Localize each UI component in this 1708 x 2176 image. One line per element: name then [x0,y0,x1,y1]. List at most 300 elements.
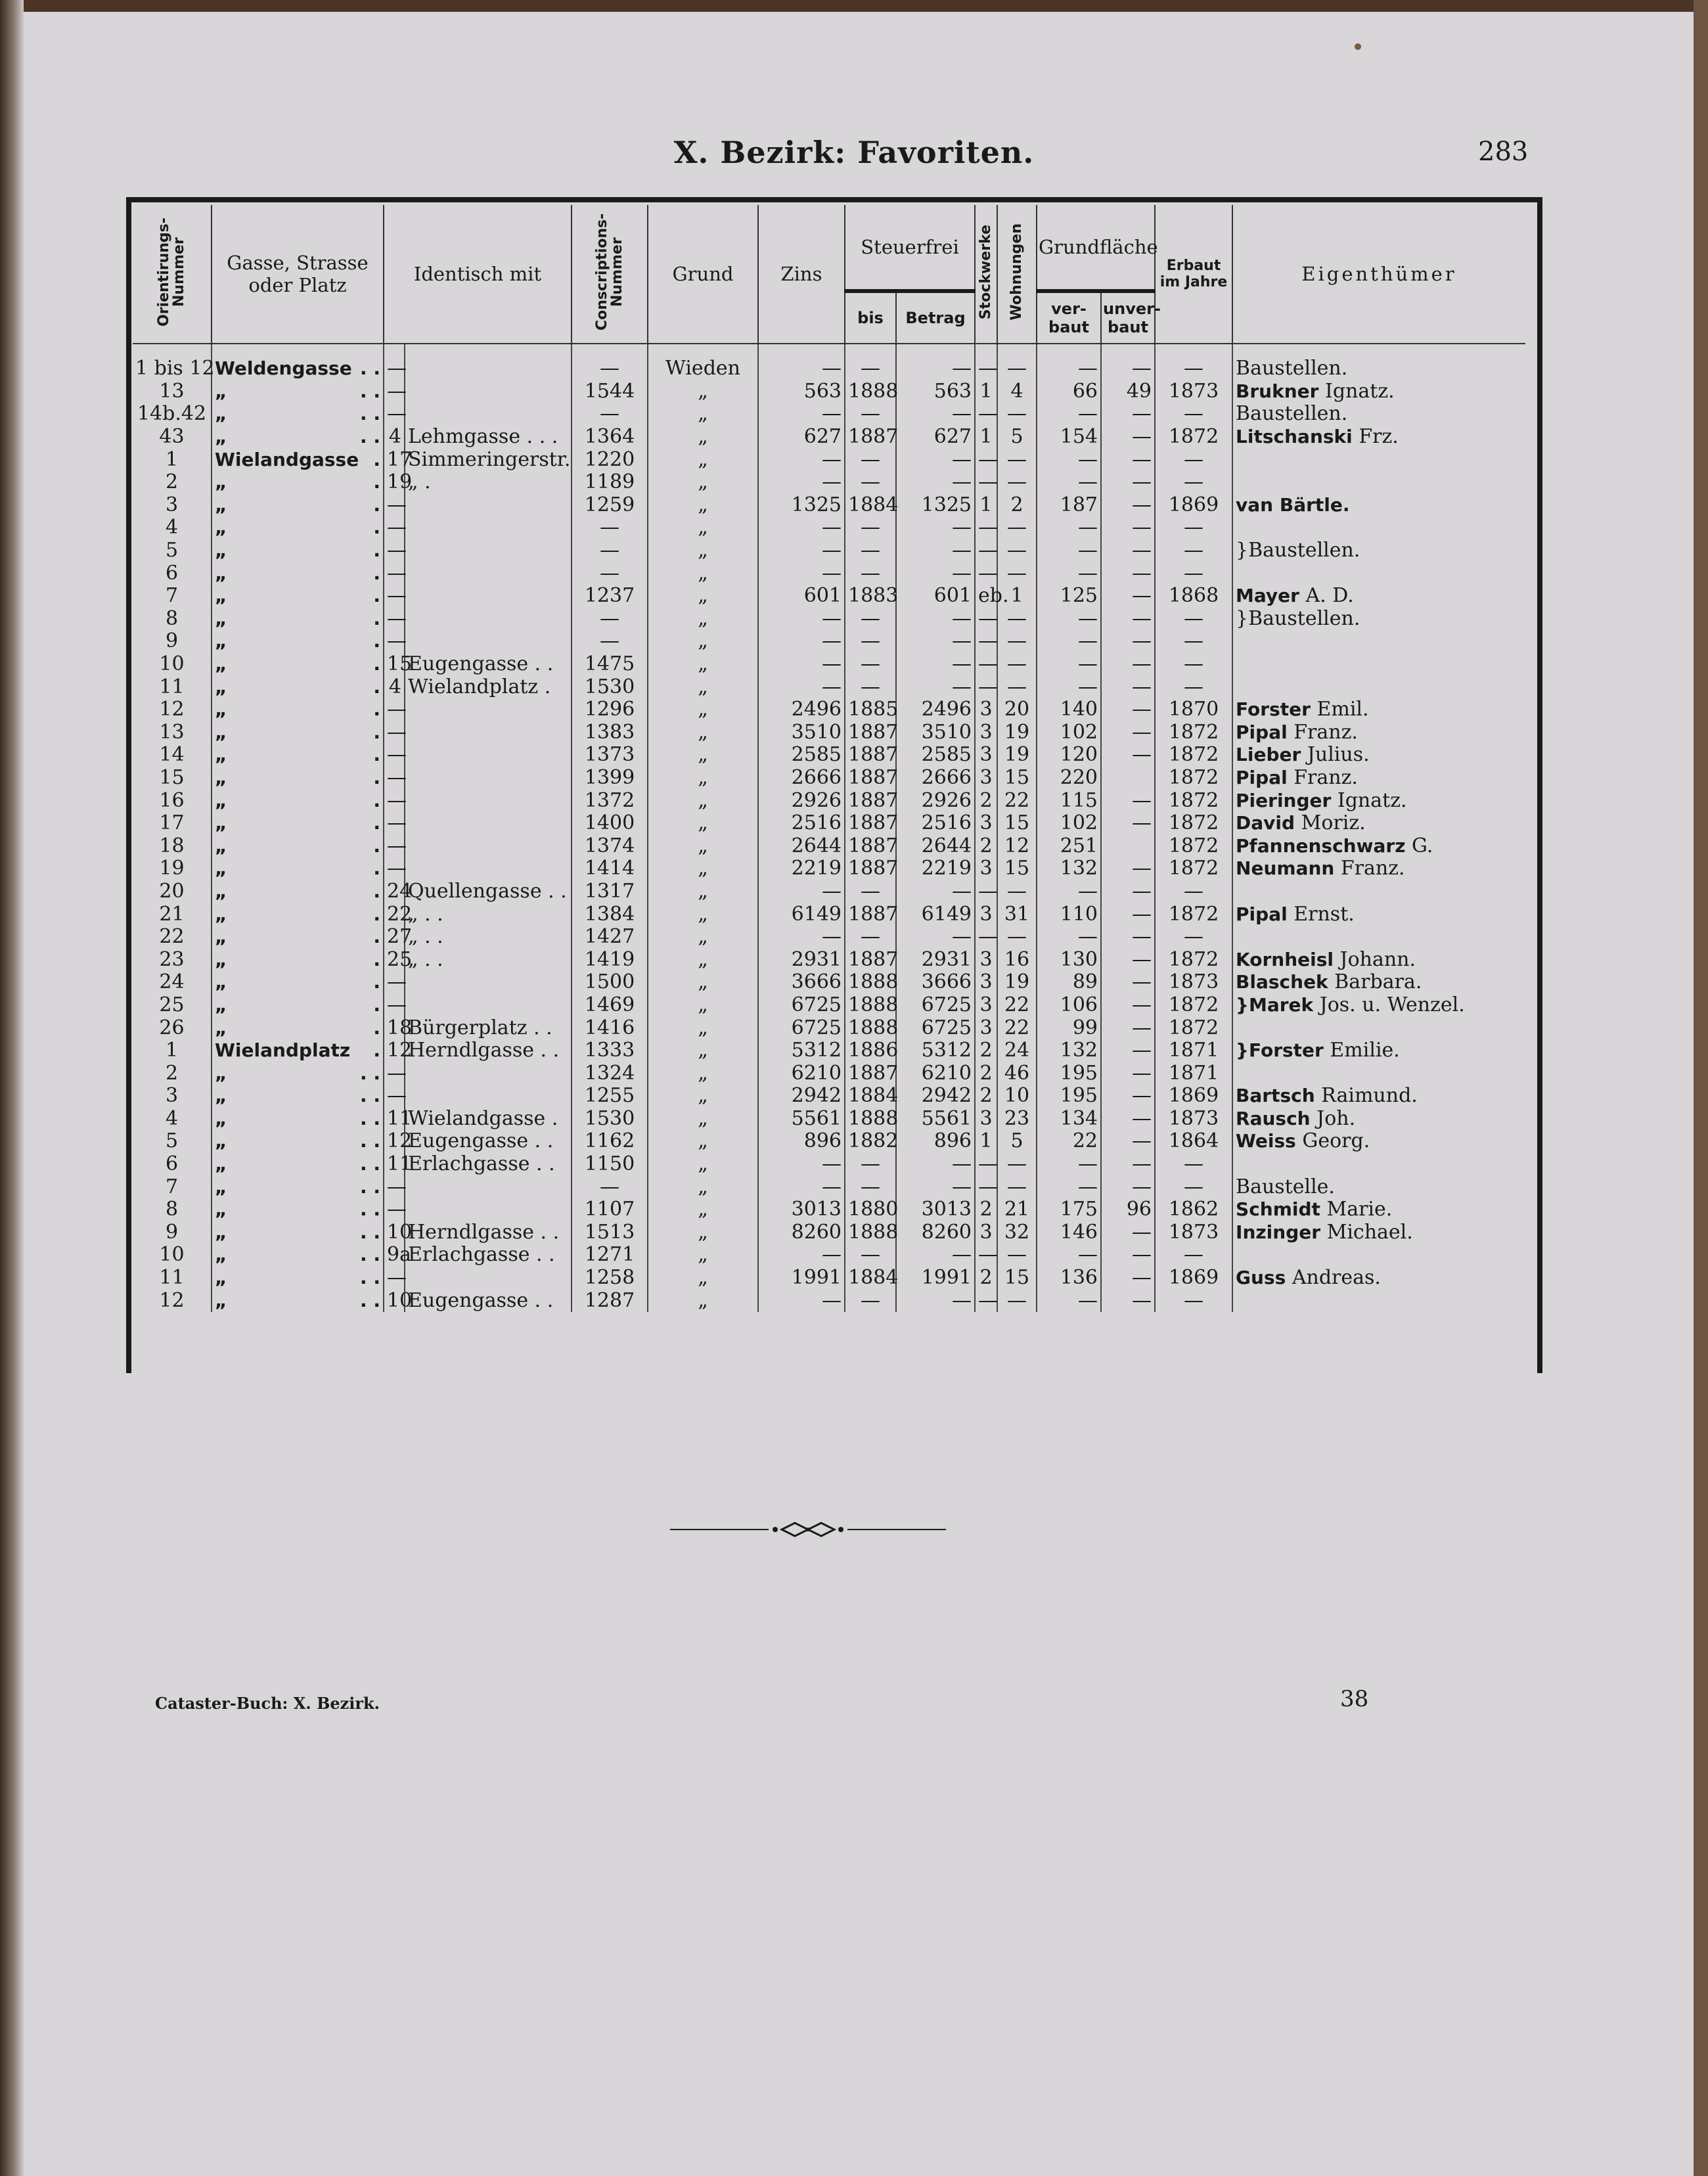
leader-dots: . [373,539,380,562]
street-name: „ [215,653,227,675]
cell-stockwerke: — [975,403,997,426]
cell-conscription-nr: 1500 [572,971,648,994]
cell-verbaut: 140 [1037,698,1101,721]
cell-stockwerke: 3 [975,857,997,880]
cell-wohnungen: 15 [997,767,1037,790]
cell-stockwerke: 2 [975,1062,997,1085]
cell-gasse [212,562,384,585]
cell-unverbaut: 96 [1101,1198,1155,1221]
cell-verbaut: — [1037,926,1101,949]
cell-wohnungen: — [997,653,1037,676]
leader-dots: . . [359,1198,380,1221]
owner-given-name: }Baustellen. [1236,606,1360,630]
table-row [133,812,1525,835]
cell-verbaut: 120 [1037,744,1101,767]
cell-steuerfrei-bis: 1887 [845,948,896,971]
cell-grund: „ [648,744,758,767]
cell-grund: „ [648,1244,758,1267]
cell-gasse [212,1016,384,1039]
cell-unverbaut: — [1101,1267,1155,1290]
cell-conscription-nr: 1333 [572,1039,648,1062]
owner-surname: Pfannenschwarz [1236,834,1406,857]
header-conscription: Conscriptions-Nummer [572,205,648,344]
cell-eigenthuemer [1232,767,1525,790]
cell-eigenthuemer [1232,721,1525,744]
cell-orientierung-nr: 12 [133,1289,212,1312]
cell-erbaut-jahr: 1872 [1155,426,1232,449]
cell-identisch-nr: — [384,1198,405,1221]
cell-gasse [212,971,384,994]
cell-erbaut-jahr: 1873 [1155,1108,1232,1131]
cell-unverbaut: — [1101,1016,1155,1039]
owner-given-name: Andreas. [1292,1266,1381,1290]
cell-identisch-gasse: „ . . [405,926,572,949]
cell-erbaut-jahr: 1869 [1155,494,1232,517]
cell-orientierung-nr: 3 [133,1085,212,1108]
cell-eigenthuemer [1232,1085,1525,1108]
cell-orientierung-nr: 26 [133,1016,212,1039]
cell-stockwerke: 3 [975,744,997,767]
cell-gasse [212,994,384,1017]
cell-identisch-nr: 9a [384,1244,405,1267]
cell-steuerfrei-bis: 1888 [845,380,896,403]
leader-dots: . . [359,1062,380,1084]
cell-gasse [212,403,384,426]
cell-unverbaut: — [1101,744,1155,767]
cell-verbaut: 134 [1037,1108,1101,1131]
cell-orientierung-nr: 22 [133,926,212,949]
cell-grund: „ [648,608,758,631]
cell-steuerfrei-bis: — [845,562,896,585]
cell-gasse [212,812,384,835]
cell-stockwerke: 3 [975,903,997,926]
cell-steuerfrei-betrag: 6149 [896,903,975,926]
street-name: „ [215,1130,227,1152]
cell-steuerfrei-betrag: — [896,471,975,494]
table-row [133,971,1525,994]
owner-surname: }Marek [1236,993,1314,1016]
table-row [133,834,1525,857]
cell-identisch-gasse [405,789,572,812]
owner-surname: Forster [1236,698,1311,721]
cell-zins: 6725 [758,1016,845,1039]
cell-grund: „ [648,857,758,880]
cell-zins: 5561 [758,1108,845,1131]
cell-identisch-nr: — [384,494,405,517]
cell-erbaut-jahr: — [1155,1289,1232,1312]
cell-identisch-gasse: Quellengasse . . [405,880,572,903]
cell-stockwerke: 1 [975,380,997,403]
cell-orientierung-nr: 24 [133,971,212,994]
cell-zins: 6725 [758,994,845,1017]
cell-identisch-nr: 24 [384,880,405,903]
cell-gasse [212,494,384,517]
cell-identisch-nr: 11 [384,1108,405,1131]
cell-wohnungen: — [997,1289,1037,1312]
cell-grund: „ [648,926,758,949]
cell-orientierung-nr: 7 [133,585,212,608]
cell-erbaut-jahr: — [1155,1153,1232,1176]
cell-unverbaut: — [1101,494,1155,517]
cell-identisch-nr: — [384,721,405,744]
cell-gasse [212,426,384,449]
header-erbaut: Erbaut im Jahre [1155,205,1232,344]
leader-dots: . [373,562,380,584]
ornament-divider [670,1518,946,1541]
cell-wohnungen: — [997,880,1037,903]
cell-verbaut: 22 [1037,1130,1101,1153]
cell-eigenthuemer [1232,994,1525,1017]
header-bis: bis [845,291,896,344]
owner-given-name: Jos. u. Wenzel. [1319,993,1465,1016]
owner-given-name: Joh. [1316,1106,1356,1130]
cell-grund: „ [648,812,758,835]
cell-unverbaut: — [1101,1175,1155,1198]
cell-zins: — [758,926,845,949]
cell-wohnungen: — [997,1244,1037,1267]
cell-identisch-nr: — [384,857,405,880]
cell-steuerfrei-betrag: — [896,562,975,585]
cell-zins: — [758,539,845,562]
cell-stockwerke: 2 [975,1198,997,1221]
table-row [133,721,1525,744]
cell-conscription-nr: 1475 [572,653,648,676]
header-eigenthuemer: Eigenthümer [1232,205,1525,344]
cell-orientierung-nr: 6 [133,562,212,585]
cell-eigenthuemer [1232,653,1525,676]
cell-eigenthuemer [1232,1175,1525,1198]
cell-orientierung-nr: 4 [133,516,212,539]
cell-unverbaut: — [1101,1289,1155,1312]
cell-verbaut: 132 [1037,857,1101,880]
street-name: „ [215,1289,227,1311]
cell-identisch-nr: 12 [384,1039,405,1062]
table-row [133,471,1525,494]
cell-orientierung-nr: 9 [133,1221,212,1244]
leader-dots: . [373,698,380,721]
cell-zins: 2219 [758,857,845,880]
cell-erbaut-jahr: — [1155,880,1232,903]
owner-surname: Pipal [1236,766,1288,788]
leader-dots: . [373,516,380,539]
cell-erbaut-jahr: 1872 [1155,903,1232,926]
cell-steuerfrei-betrag: 1991 [896,1267,975,1290]
cell-eigenthuemer [1232,880,1525,903]
cell-erbaut-jahr: 1872 [1155,994,1232,1017]
table-row [133,608,1525,631]
cell-grund: „ [648,1130,758,1153]
cell-steuerfrei-betrag: 896 [896,1130,975,1153]
cell-identisch-gasse: Simmeringerstr. [405,448,572,471]
leader-dots: . [373,493,380,516]
cell-identisch-gasse [405,812,572,835]
owner-given-name: Ernst. [1293,902,1355,926]
page-number: 283 [1478,137,1529,167]
cell-conscription-nr: 1469 [572,994,648,1017]
cell-steuerfrei-betrag: 2926 [896,789,975,812]
header-zins: Zins [758,205,845,344]
cell-steuerfrei-betrag: — [896,1153,975,1176]
cell-identisch-gasse [405,994,572,1017]
cell-steuerfrei-bis: — [845,1153,896,1176]
cell-grund: „ [648,494,758,517]
cell-eigenthuemer [1232,403,1525,426]
cell-unverbaut: — [1101,1221,1155,1244]
cell-steuerfrei-bis: 1887 [845,857,896,880]
street-name: „ [215,834,227,857]
owner-surname: Brukner [1236,380,1319,402]
cell-erbaut-jahr: 1864 [1155,1130,1232,1153]
header-gasse: Gasse, Strasse oder Platz [212,205,384,344]
cell-identisch-gasse: Erlachgasse . . [405,1244,572,1267]
street-name: „ [215,1198,227,1221]
leader-dots: . [373,471,380,493]
table-row [133,903,1525,926]
cell-zins: 1325 [758,494,845,517]
street-name: „ [215,403,227,425]
cell-conscription-nr: 1530 [572,1108,648,1131]
cell-grund: „ [648,721,758,744]
table-row [133,926,1525,949]
cell-zins: — [758,1153,845,1176]
owner-surname: Pieringer [1236,789,1332,811]
cell-zins: 2644 [758,834,845,857]
table-row [133,1062,1525,1085]
cell-gasse [212,1221,384,1244]
cell-wohnungen: — [997,608,1037,631]
cell-unverbaut: — [1101,880,1155,903]
cell-eigenthuemer [1232,1062,1525,1085]
cell-identisch-gasse: Erlachgasse . . [405,1153,572,1176]
cell-stockwerke: 3 [975,767,997,790]
cell-identisch-nr: — [384,403,405,426]
table-row [133,426,1525,449]
cell-stockwerke: 3 [975,812,997,835]
cell-gasse [212,471,384,494]
cell-stockwerke: 3 [975,721,997,744]
cell-erbaut-jahr: 1872 [1155,834,1232,857]
cell-steuerfrei-betrag: 2496 [896,698,975,721]
cell-steuerfrei-betrag: — [896,403,975,426]
cell-identisch-gasse [405,1175,572,1198]
cell-orientierung-nr: 2 [133,471,212,494]
cell-eigenthuemer [1232,1016,1525,1039]
cell-identisch-nr: 4 [384,426,405,449]
cell-gasse [212,630,384,653]
table-row [133,516,1525,539]
cell-zins: — [758,471,845,494]
cell-wohnungen: 5 [997,1130,1037,1153]
cell-conscription-nr: — [572,608,648,631]
ink-dot [1355,43,1361,50]
cell-orientierung-nr: 13 [133,380,212,403]
cell-gasse [212,880,384,903]
street-name: „ [215,471,227,493]
cell-verbaut: 154 [1037,426,1101,449]
leader-dots: . [373,948,380,970]
cell-conscription-nr: — [572,516,648,539]
cell-steuerfrei-bis: — [845,630,896,653]
cell-stockwerke: 2 [975,834,997,857]
cell-conscription-nr: 1383 [572,721,648,744]
cell-stockwerke: 2 [975,1085,997,1108]
cell-orientierung-nr: 2 [133,1062,212,1085]
street-name: „ [215,698,227,721]
cell-verbaut: — [1037,1153,1101,1176]
cell-conscription-nr: — [572,539,648,562]
cell-conscription-nr: 1296 [572,698,648,721]
cell-eigenthuemer [1232,1108,1525,1131]
cell-identisch-nr: — [384,516,405,539]
cell-zins: 2516 [758,812,845,835]
cell-identisch-nr: — [384,971,405,994]
header-unverbaut: unver-baut [1101,291,1155,344]
owner-given-name: Franz. [1293,720,1358,744]
leader-dots: . . [359,426,380,448]
leader-dots: . [373,744,380,766]
cell-orientierung-nr: 18 [133,834,212,857]
cell-wohnungen: — [997,448,1037,471]
cell-steuerfrei-betrag: — [896,653,975,676]
cell-grund: „ [648,380,758,403]
cell-stockwerke: 3 [975,698,997,721]
cell-unverbaut: — [1101,1085,1155,1108]
cell-verbaut: — [1037,539,1101,562]
cell-zins: 1991 [758,1267,845,1290]
owner-given-name: Franz. [1293,765,1358,789]
cell-eigenthuemer [1232,344,1525,380]
cell-conscription-nr: 1150 [572,1153,648,1176]
owner-surname: Bartsch [1236,1085,1315,1107]
page-edge-right [1694,0,1708,2176]
table-row [133,448,1525,471]
cell-stockwerke: — [975,880,997,903]
cell-grund: „ [648,880,758,903]
cell-wohnungen: — [997,630,1037,653]
cell-stockwerke: — [975,448,997,471]
page-binding [0,0,24,2176]
cell-zins: 2942 [758,1085,845,1108]
street-name: „ [215,630,227,652]
cell-steuerfrei-betrag: 5312 [896,1039,975,1062]
cell-steuerfrei-betrag: — [896,1175,975,1198]
cell-steuerfrei-bis: 1887 [845,789,896,812]
cell-steuerfrei-betrag: 6725 [896,1016,975,1039]
cell-erbaut-jahr: — [1155,539,1232,562]
leader-dots: . [373,926,380,948]
cell-identisch-nr: 27 [384,926,405,949]
street-name: „ [215,1062,227,1084]
header-grundflaeche: Grundfläche [1037,205,1155,291]
cell-grund: „ [648,539,758,562]
cell-gasse [212,857,384,880]
cell-identisch-gasse [405,585,572,608]
cell-unverbaut: — [1101,344,1155,380]
cell-conscription-nr: 1237 [572,585,648,608]
cell-eigenthuemer [1232,1244,1525,1267]
cell-conscription-nr: 1317 [572,880,648,903]
cell-verbaut: 195 [1037,1085,1101,1108]
cell-identisch-gasse [405,1198,572,1221]
cell-eigenthuemer [1232,812,1525,835]
cell-orientierung-nr: 8 [133,1198,212,1221]
cell-verbaut: 187 [1037,494,1101,517]
cell-orientierung-nr: 14b.42 [133,403,212,426]
cell-identisch-gasse [405,744,572,767]
header-verbaut: ver-baut [1037,291,1101,344]
cell-eigenthuemer [1232,1198,1525,1221]
cell-stockwerke: 3 [975,948,997,971]
cell-steuerfrei-betrag: — [896,608,975,631]
cell-orientierung-nr: 1 [133,448,212,471]
cell-erbaut-jahr: 1869 [1155,1267,1232,1290]
cell-wohnungen: 32 [997,1221,1037,1244]
cell-grund: „ [648,562,758,585]
cell-stockwerke: — [975,675,997,698]
cell-wohnungen: — [997,675,1037,698]
table-row [133,1016,1525,1039]
cell-stockwerke: — [975,608,997,631]
cell-grund: „ [648,630,758,653]
cell-zins: — [758,880,845,903]
owner-surname: Guss [1236,1267,1286,1289]
cell-conscription-nr: 1384 [572,903,648,926]
cell-unverbaut: — [1101,857,1155,880]
table-row [133,698,1525,721]
cell-wohnungen: 21 [997,1198,1037,1221]
cell-eigenthuemer [1232,608,1525,631]
cell-conscription-nr: 1162 [572,1130,648,1153]
cell-steuerfrei-bis: — [845,880,896,903]
cell-wohnungen: 2 [997,494,1037,517]
cell-identisch-gasse [405,494,572,517]
street-name: „ [215,789,227,811]
cell-verbaut: — [1037,403,1101,426]
header-identisch: Identisch mit [384,205,572,344]
cell-identisch-gasse: Eugengasse . . [405,1130,572,1153]
cell-unverbaut: — [1101,698,1155,721]
cell-steuerfrei-betrag: — [896,926,975,949]
owner-surname: Litschanski [1236,426,1353,448]
street-name: „ [215,1244,227,1266]
cell-eigenthuemer [1232,380,1525,403]
cell-identisch-nr: — [384,834,405,857]
table-row [133,675,1525,698]
owner-given-name: Emil. [1316,698,1369,721]
cell-conscription-nr: 1427 [572,926,648,949]
cell-verbaut: — [1037,344,1101,380]
cell-unverbaut: — [1101,971,1155,994]
cell-orientierung-nr: 23 [133,948,212,971]
cell-steuerfrei-betrag: — [896,880,975,903]
cell-eigenthuemer [1232,1289,1525,1312]
cell-grund: „ [648,948,758,971]
leader-dots: . [373,834,380,857]
cell-wohnungen: 1 [997,585,1037,608]
leader-dots: . . [359,1085,380,1107]
cell-unverbaut: — [1101,516,1155,539]
cell-orientierung-nr: 21 [133,903,212,926]
cell-zins: 563 [758,380,845,403]
cell-gasse [212,1153,384,1176]
cell-grund: „ [648,789,758,812]
cell-grund: „ [648,1221,758,1244]
cell-steuerfrei-bis: 1884 [845,1267,896,1290]
cell-orientierung-nr: 4 [133,1108,212,1131]
cell-unverbaut: — [1101,948,1155,971]
cell-steuerfrei-bis: 1888 [845,1108,896,1131]
cell-identisch-nr: — [384,562,405,585]
